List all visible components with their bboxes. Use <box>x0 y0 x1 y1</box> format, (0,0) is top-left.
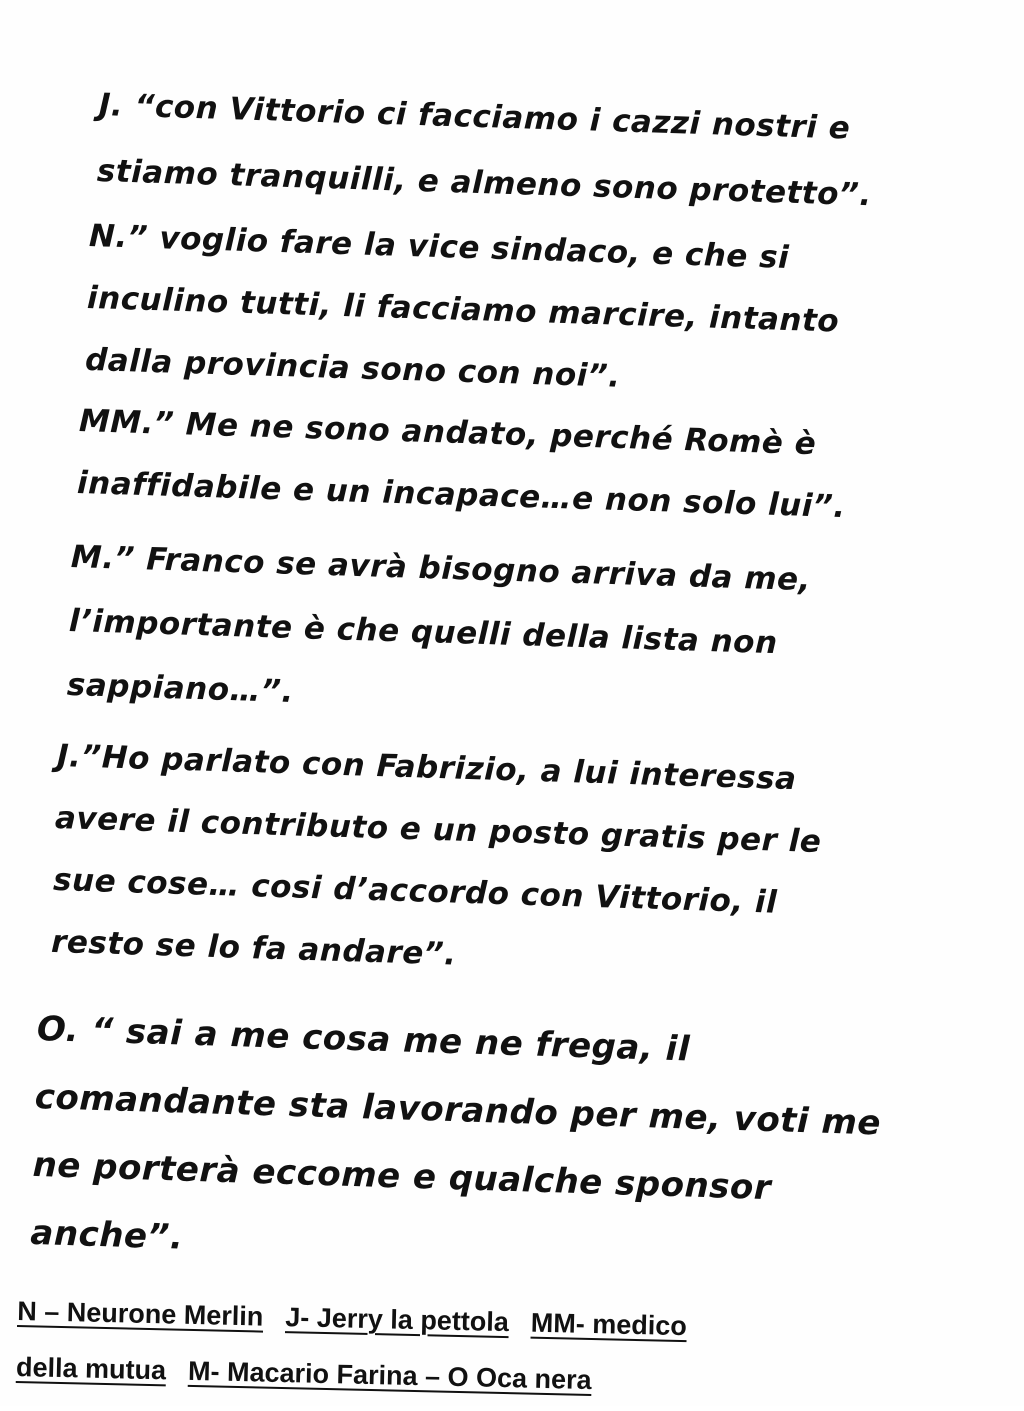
quote-paragraph-o <box>29 995 884 1293</box>
text-line: N.” voglio fare la vice sindaco, e che si <box>88 217 790 276</box>
quote-paragraph-j-2 <box>50 725 824 997</box>
legend-item-j: J- Jerry la pettola <box>285 1302 510 1338</box>
text-line: comandante sta lavorando per me, voti me <box>34 1076 882 1144</box>
text-line: M.” Franco se avrà bisogno arriva da me, <box>70 538 812 599</box>
quote-paragraph-j-1 <box>96 72 875 228</box>
text-line: sue cose… cosi d’accordo con Vittorio, il <box>52 861 778 921</box>
text-line: O. “ sai a me cosa me ne frega, il <box>36 1008 691 1070</box>
text-line: dalla provincia sono con noi”. <box>84 341 622 395</box>
text-line: J. “con Vittorio ci facciamo i cazzi nostri e <box>98 86 851 147</box>
text-line: inculino tutti, li facciamo marcire, intanto <box>86 279 840 340</box>
legend-item-n: N – Neurone Merlin <box>17 1295 264 1332</box>
abbreviation-legend <box>15 1283 709 1411</box>
text-line: resto se lo fa andare”. <box>50 923 458 973</box>
text-line: MM.” Me ne sono andato, perché Romè è <box>78 402 817 463</box>
quote-paragraph-n <box>84 205 842 415</box>
quote-paragraph-mm <box>76 390 848 538</box>
text-line: l’importante è che quelli della lista non <box>68 602 779 662</box>
text-line: avere il contributo e un posto gratis per le <box>54 799 822 861</box>
text-line: inaffidabile e un incapace…e non solo lui”. <box>76 464 847 526</box>
text-line: stiamo tranquilli, e almeno sono protetto”. <box>96 152 873 214</box>
text-line: sappiano…”. <box>66 666 295 711</box>
legend-item-mm: MM- medico <box>530 1307 688 1342</box>
text-line: anche”. <box>29 1212 184 1258</box>
legend-item-mm-cont: della mutua <box>15 1351 167 1386</box>
quote-paragraph-m <box>66 525 812 740</box>
legend-item-m-o: M- Macario Farina – O Oca nera <box>187 1355 592 1396</box>
text-line: ne porterà eccome e qualche sponsor <box>32 1144 772 1209</box>
text-line: J.”Ho parlato con Fabrizio, a lui interessa <box>56 737 798 798</box>
